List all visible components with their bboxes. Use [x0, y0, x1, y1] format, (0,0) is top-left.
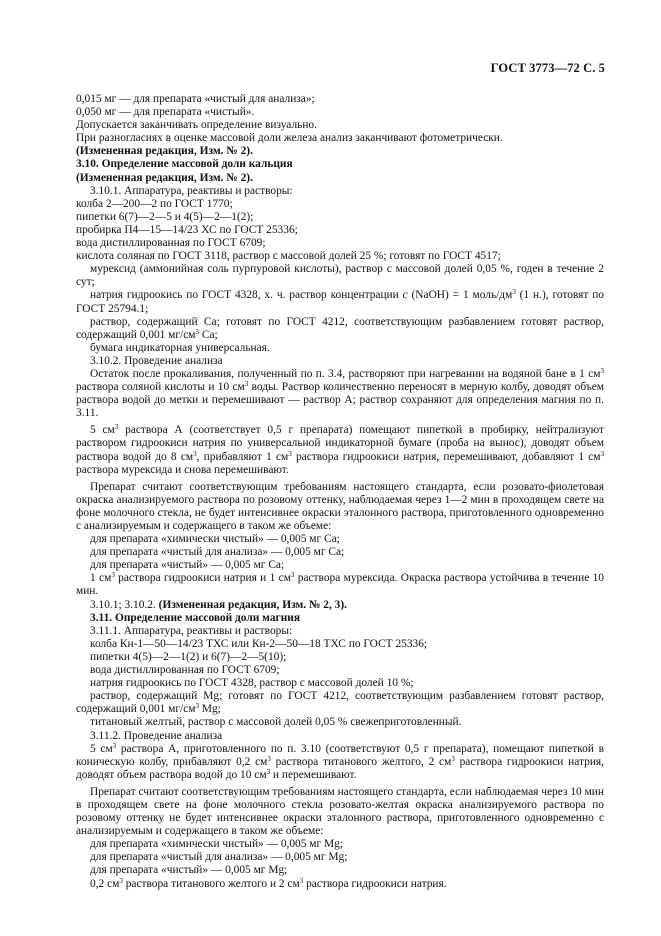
document-body [76, 93, 604, 891]
subsection-heading: 3.11.1. Аппаратура, реактивы и растворы: [90, 624, 293, 637]
list-item: вода дистиллированная по ГОСТ 6709; [90, 664, 280, 677]
paragraph: Остаток после прокаливания, полученный по п. 3.4, растворяют при нагревании на водяной бане в 1 $см^3$ раствора соляной кислоты и 10 $см^3$ воды. Раствор количественно переносят в мерную колбу, доводят объем раствора водой до метки и перемешивают — раствор А; раствор сохраняют для определения магния по п. 3.11. [76, 366, 604, 420]
list-item: для препарата «химически чистый» — 0,005 мг Mg; [90, 838, 344, 851]
paragraph: 0,2 $см^3$ раствора титанового желтого и 2 $см^3$ раствора гидроокиси натрия. [90, 876, 447, 890]
list-item: для препарата «чистый для анализа» — 0,005 мг Са; [90, 546, 345, 559]
list-item: раствор, содержащий Mg; готовят по ГОСТ 4212, соответствующим разбавлением готовят раствор, содержащий 0,001 $мг/см^3$ Mg; [76, 690, 604, 716]
amendment-note: 3.10.1; 3.10.2. (Измененная редакция, Изм. № 2, 3). [90, 598, 348, 611]
text-line: 0,015 мг — для препарата «чистый для анализа»; [76, 93, 315, 105]
subsection-heading: 3.11.2. Проведение анализа [90, 729, 223, 742]
list-item: кислота соляная по ГОСТ 3118, раствор с массовой долей 25 %; готовят по ГОСТ 4517; [76, 250, 501, 263]
list-item: колба 2—200—2 по ГОСТ 1770; [76, 197, 233, 210]
text-line: При разногласиях в оценке массовой доли железа анализ заканчивают фотометрически. [76, 132, 503, 145]
paragraph: Препарат считают соответствующим требованиям настоящего стандарта, если наблюдаемая через 10 мин в проходящем свете на фоне молочного стекла розовато-желтая окраска анализируемого раствора по розовому оттенку не будет интенсивнее окраски эталонного раствора, приготовленного одновременно с анализируемым и содержащего в таком же объеме: [76, 785, 604, 838]
list-item: пипетки 6(7)—2—5 и 4(5)—2—1(2); [76, 210, 254, 223]
text-line: Допускается заканчивать определение визуально. [76, 119, 317, 132]
paragraph: 1 $см^3$ раствора гидроокиси натрия и 1 $см^3$ раствора мурексида. Окраска раствора устойчива в течение 10 мин. [76, 571, 604, 598]
paragraph: 5 $см^3$ раствора А (соответствует 0,5 г препарата) помещают пипеткой в пробирку, нейтрализуют раствором гидроокиси натрия по универсальной индикаторной бумаге (проба на вынос), доводят объем раствора водой до 8 $см^3$, прибавляют 1 $см^3$ раствора гидроокиси натрия, перемешивают, добавляют 1 $см^3$ раствора мурексида и снова перемешивают. [76, 423, 604, 476]
list-item: натрия гидроокись по ГОСТ 4328, раствор с массовой долей 10 %; [90, 677, 414, 690]
list-item: для препарата «чистый для анализа» — 0,005 мг Mg; [90, 851, 348, 864]
amendment-note: (Измененная редакция, Изм. № 2). [76, 145, 253, 158]
list-item: натрия гидроокись по ГОСТ 4328, х. ч. раствор концентрации c (NaOH) = 1 моль/$дм^3$ (1 н.), готовят по ГОСТ 25794.1; [76, 288, 604, 315]
list-item: для препарата «чистый» — 0,005 мг Mg; [90, 864, 288, 877]
list-item: раствор, содержащий Са; готовят по ГОСТ 4212, соответствующим разбавлением готовят раствор, содержащий 0,001 $мг/см^3$ Са; [76, 315, 604, 341]
page-header: ГОСТ 3773—72 С. 5 [490, 61, 605, 75]
list-item: пипетки 4(5)—2—1(2) и 6(7)—2—5(10); [90, 650, 287, 663]
subsection-heading: 3.10.2. Проведение анализа [90, 354, 223, 367]
list-item: мурексид (аммонийная соль пурпуровой кислоты), раствор с массовой долей 0,05 %, годен в течение 2 сут; [76, 263, 604, 289]
list-item: вода дистиллированная по ГОСТ 6709; [76, 237, 266, 250]
section-heading-3-10: 3.10. Определение массовой доли кальция [76, 158, 293, 171]
list-item: колба Кн-1—50—14/23 ТХС или Кн-2—50—18 ТХС по ГОСТ 25336; [90, 637, 428, 650]
list-item: пробирка П4—15—14/23 ХС по ГОСТ 25336; [76, 223, 298, 236]
text-line: 0,050 мг — для препарата «чистый». [76, 106, 255, 119]
paragraph: 5 $см^3$ раствора А, приготовленного по п. 3.10 (соответствуют 0,5 г препарата), помещают пипеткой в коническую колбу, прибавляют 0,2 $см^3$ раствора титанового желтого, 2 $см^3$ раствора гидроокиси натрия, доводят объем раствора водой до 10 $см^3$ и перемешивают. [76, 741, 604, 781]
paragraph: Препарат считают соответствующим требованиям настоящего стандарта, если розовато-фиолетовая окраска анализируемого раствора по розовому оттенку, наблюдаемая через 1—2 мин в проходящем свете на фоне молочного стекла, не будет интенсивнее окраски эталонного раствора, приготовленного одновременно с анализируемым и содержащего в таком же объеме: [76, 480, 604, 532]
list-item: бумага индикаторная универсальная. [90, 341, 270, 354]
list-item: для препарата «химически чистый» — 0,005 мг Са; [90, 533, 340, 546]
list-item: для препарата «чистый» — 0,005 мг Са; [90, 559, 285, 572]
subsection-heading: 3.10.1. Аппаратура, реактивы и растворы: [90, 184, 293, 197]
section-heading-3-11: 3.11. Определение массовой доли магния [90, 611, 300, 624]
list-item: титановый желтый, раствор с массовой долей 0,05 % свежеприготовленный. [90, 716, 462, 729]
amendment-note: (Измененная редакция, Изм. № 2). [76, 171, 253, 184]
